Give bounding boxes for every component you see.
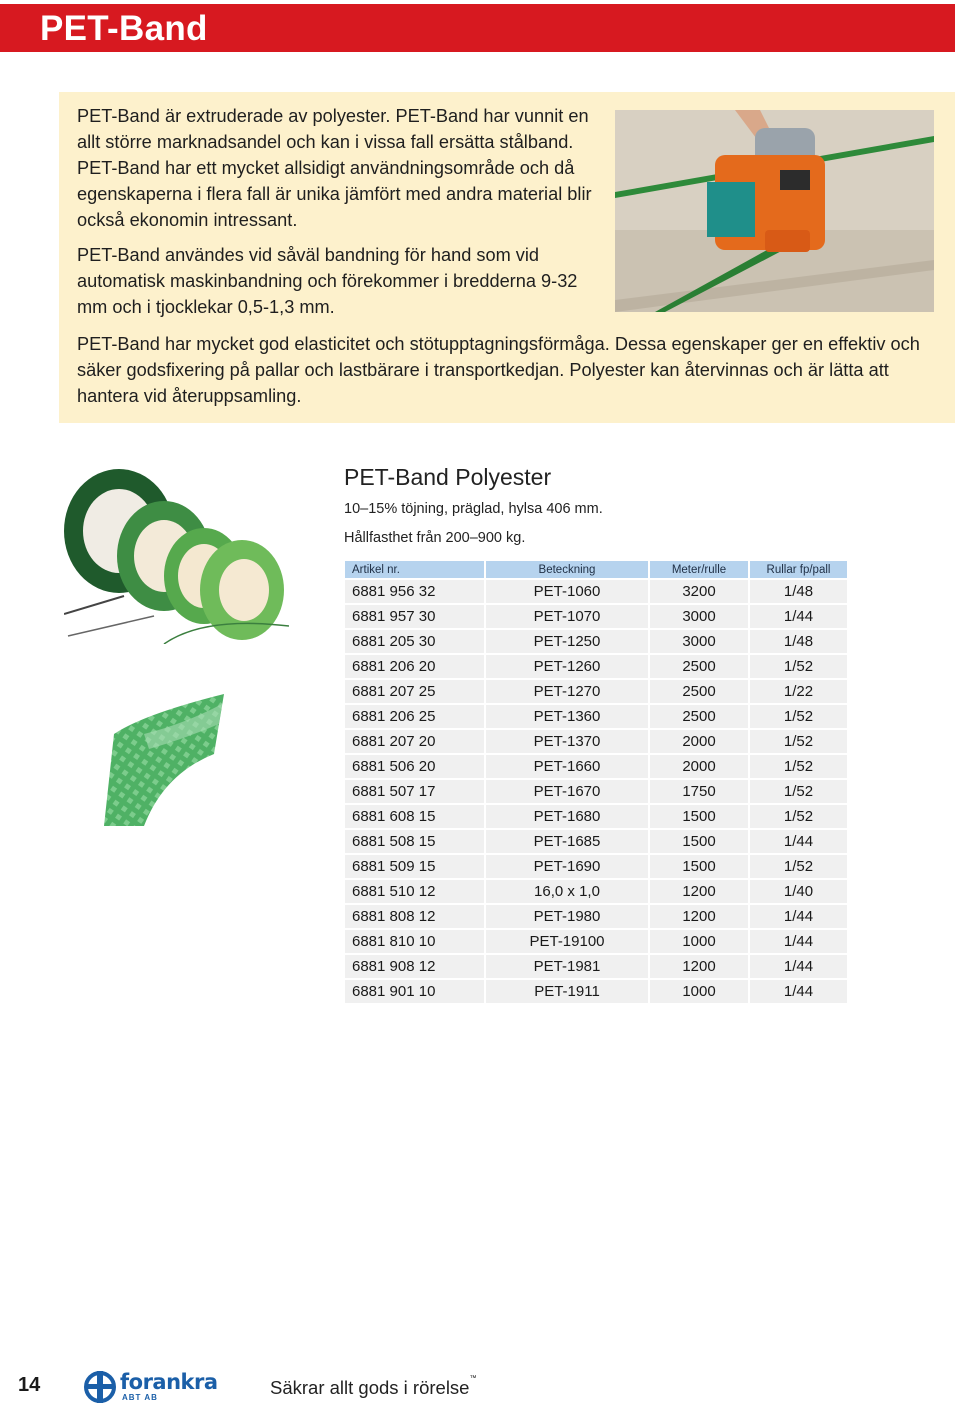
- embossed-strap-photo: [104, 694, 228, 826]
- table-row: [345, 678, 847, 703]
- cell-meter-per-roll: 1000: [650, 978, 748, 1003]
- cell-article-number: 6881 507 17: [345, 778, 484, 803]
- cell-designation: PET-1270: [486, 678, 648, 703]
- cell-designation: PET-1980: [486, 903, 648, 928]
- cell-rolls-per-pallet: 1/44: [750, 603, 847, 628]
- company-logo: [82, 1369, 222, 1405]
- cell-designation: PET-1660: [486, 753, 648, 778]
- tagline-text: Säkrar allt gods i rörelse: [270, 1377, 470, 1398]
- cell-meter-per-roll: 1000: [650, 928, 748, 953]
- cell-designation: PET-1690: [486, 853, 648, 878]
- cell-article-number: 6881 810 10: [345, 928, 484, 953]
- table-row: [345, 978, 847, 1003]
- cell-rolls-per-pallet: 1/52: [750, 653, 847, 678]
- cell-article-number: 6881 901 10: [345, 978, 484, 1003]
- cell-meter-per-roll: 2000: [650, 753, 748, 778]
- cell-meter-per-roll: 1500: [650, 803, 748, 828]
- cell-meter-per-roll: 1200: [650, 903, 748, 928]
- intro-paragraph-1: PET-Band är extruderade av polyester. PET-Band har vunnit en allt större marknadsandel och kan i vissa fall ersätta stålband. PET-Band har ett mycket allsidigt användningsområde och då egenskaperna i flera fall är unika jämfört med andra material blir också ekonomin intressant.: [77, 106, 592, 230]
- pet-band-rolls-photo: [64, 466, 289, 644]
- cell-meter-per-roll: 1750: [650, 778, 748, 803]
- cell-designation: PET-19100: [486, 928, 648, 953]
- cell-meter-per-roll: 2500: [650, 703, 748, 728]
- trademark-mark: ™: [469, 1375, 477, 1382]
- cell-designation: PET-1070: [486, 603, 648, 628]
- table-row: [345, 628, 847, 653]
- table-row: [345, 953, 847, 978]
- cell-designation: PET-1250: [486, 628, 648, 653]
- cell-article-number: 6881 207 25: [345, 678, 484, 703]
- logo-subtitle: ABT AB: [122, 1393, 158, 1402]
- cell-meter-per-roll: 1500: [650, 828, 748, 853]
- cell-article-number: 6881 808 12: [345, 903, 484, 928]
- cell-article-number: 6881 608 15: [345, 803, 484, 828]
- cell-article-number: 6881 206 25: [345, 703, 484, 728]
- cell-meter-per-roll: 2500: [650, 678, 748, 703]
- cell-rolls-per-pallet: 1/52: [750, 803, 847, 828]
- intro-paragraph-2: PET-Band användes vid såväl bandning för hand som vid automatisk maskinbandning och förekommer i bredderna 9-32 mm och i tjocklekar 0,5-1,3 mm.: [77, 245, 578, 317]
- table-row: [345, 728, 847, 753]
- cell-rolls-per-pallet: 1/44: [750, 953, 847, 978]
- logo-wordmark: forankra: [120, 1370, 218, 1394]
- cell-article-number: 6881 205 30: [345, 628, 484, 653]
- cell-meter-per-roll: 3200: [650, 578, 748, 603]
- cell-meter-per-roll: 1500: [650, 853, 748, 878]
- page-title: PET-Band: [40, 9, 208, 48]
- cell-rolls-per-pallet: 1/52: [750, 703, 847, 728]
- cell-rolls-per-pallet: 1/52: [750, 778, 847, 803]
- table-row: [345, 578, 847, 603]
- anchor-icon: [82, 1369, 118, 1405]
- table-row: [345, 803, 847, 828]
- cell-meter-per-roll: 1200: [650, 953, 748, 978]
- cell-designation: PET-1260: [486, 653, 648, 678]
- table-row: [345, 778, 847, 803]
- cell-designation: PET-1680: [486, 803, 648, 828]
- table-row: [345, 828, 847, 853]
- cell-designation: PET-1060: [486, 578, 648, 603]
- product-title: PET-Band Polyester: [344, 464, 552, 490]
- table-row: [345, 753, 847, 778]
- cell-article-number: 6881 508 15: [345, 828, 484, 853]
- cell-rolls-per-pallet: 1/52: [750, 753, 847, 778]
- cell-article-number: 6881 908 12: [345, 953, 484, 978]
- cell-rolls-per-pallet: 1/44: [750, 978, 847, 1003]
- product-spec-elongation: 10–15% töjning, präglad, hylsa 406 mm.: [344, 501, 603, 517]
- table-row: [345, 928, 847, 953]
- cell-rolls-per-pallet: 1/40: [750, 878, 847, 903]
- product-table: [343, 561, 849, 1003]
- cell-rolls-per-pallet: 1/48: [750, 578, 847, 603]
- cell-meter-per-roll: 3000: [650, 628, 748, 653]
- cell-designation: 16,0 x 1,0: [486, 878, 648, 903]
- cell-meter-per-roll: 2500: [650, 653, 748, 678]
- cell-article-number: 6881 957 30: [345, 603, 484, 628]
- table-row: [345, 703, 847, 728]
- cell-article-number: 6881 510 12: [345, 878, 484, 903]
- cell-rolls-per-pallet: 1/48: [750, 628, 847, 653]
- cell-meter-per-roll: 2000: [650, 728, 748, 753]
- column-header-designation: Beteckning: [486, 561, 648, 578]
- cell-rolls-per-pallet: 1/52: [750, 728, 847, 753]
- cell-rolls-per-pallet: 1/44: [750, 903, 847, 928]
- intro-paragraph-3: PET-Band har mycket god elasticitet och stötupptagningsförmåga. Dessa egenskaper ger en effektiv och säker godsfixering på pallar och lastbärare i transportkedjan. Polyester kan återvinnas och är lätta att hantera vid återuppsamling.: [77, 334, 920, 406]
- column-header-article: Artikel nr.: [345, 561, 484, 578]
- column-header-rolls-per-pallet: Rullar fp/pall: [750, 561, 847, 578]
- cell-meter-per-roll: 1200: [650, 878, 748, 903]
- cell-rolls-per-pallet: 1/22: [750, 678, 847, 703]
- cell-designation: PET-1360: [486, 703, 648, 728]
- table-row: [345, 903, 847, 928]
- product-spec-strength: Hållfasthet från 200–900 kg.: [344, 530, 526, 546]
- cell-rolls-per-pallet: 1/44: [750, 928, 847, 953]
- cell-designation: PET-1911: [486, 978, 648, 1003]
- table-row: [345, 853, 847, 878]
- cell-designation: PET-1685: [486, 828, 648, 853]
- table-row: [345, 653, 847, 678]
- cell-designation: PET-1370: [486, 728, 648, 753]
- table-row: [345, 878, 847, 903]
- tagline: [270, 1377, 476, 1399]
- table-header-row: [345, 561, 847, 578]
- cell-designation: PET-1981: [486, 953, 648, 978]
- cell-article-number: 6881 506 20: [345, 753, 484, 778]
- strapping-tool-photo: [615, 110, 934, 312]
- table-row: [345, 603, 847, 628]
- cell-designation: PET-1670: [486, 778, 648, 803]
- column-header-meter-per-roll: Meter/rulle: [650, 561, 748, 578]
- cell-rolls-per-pallet: 1/52: [750, 853, 847, 878]
- cell-article-number: 6881 956 32: [345, 578, 484, 603]
- cell-rolls-per-pallet: 1/44: [750, 828, 847, 853]
- cell-meter-per-roll: 3000: [650, 603, 748, 628]
- cell-article-number: 6881 206 20: [345, 653, 484, 678]
- page-header: [0, 4, 955, 52]
- cell-article-number: 6881 509 15: [345, 853, 484, 878]
- page-number: 14: [18, 1374, 41, 1396]
- cell-article-number: 6881 207 20: [345, 728, 484, 753]
